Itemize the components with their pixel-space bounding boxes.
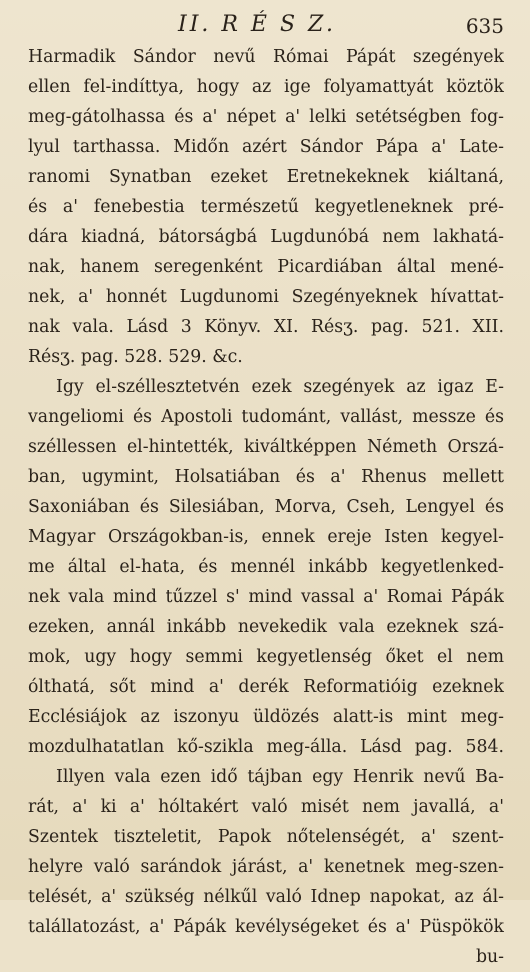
text-line: ólthatá, sőt mind a' derék Reformatióig ezeknek <box>28 677 504 697</box>
text-line: talállatozást, a' Pápák kevélységeket és a' Püspökök <box>28 917 504 937</box>
text-line: helyre való sarándok járást, a' kenetnek meg-szen- <box>28 857 504 877</box>
text-line: me által el-hata, és mennél inkább kegyetlenked- <box>28 557 504 577</box>
text-line: nek, a' honnét Lugdunomi Szegényeknek hívattat- <box>28 287 504 307</box>
text-line: ellen fel-indíttya, hogy az ige folyamattyát köztök <box>28 77 504 97</box>
running-head: II. R É S Z. <box>178 12 336 37</box>
text-line: ezeken, annál inkább nevekedik vala ezeknek szá- <box>28 617 504 637</box>
text-line: Harmadik Sándor nevű Római Pápát szegények <box>28 47 504 67</box>
text-line: Magyar Országokban-is, ennek ereje Isten kegyel- <box>28 527 504 547</box>
text-line: telését, a' szükség nélkűl való Idnep napokat, az ál- <box>28 887 504 907</box>
text-line: ban, ugymint, Holsatiában és a' Rhenus mellett <box>28 467 504 487</box>
text-line: széllessen el-hintették, kiváltképpen Németh Orszá- <box>28 437 504 457</box>
text-line: rát, a' ki a' hóltakért való misét nem javallá, a' <box>28 797 504 817</box>
text-line: ranomi Synatban ezeket Eretnekeknek kiáltaná, <box>28 167 504 187</box>
text-line: vangeliomi és Apostoli tudománt, vallást, messze és <box>28 407 504 427</box>
text-line: lyul tarthassa. Midőn azért Sándor Pápa a' Late- <box>28 137 504 157</box>
catchword: bu- <box>475 947 504 967</box>
paragraph-start-line: Igy el-széllesztetvén ezek szegények az igaz E- <box>56 377 504 397</box>
text-line: nak, hanem seregenként Picardiában által mené- <box>28 257 504 277</box>
paragraph-start-line: Illyen vala ezen idő tájban egy Henrik nevű Ba- <box>56 767 504 787</box>
text-line: Ecclésiájok az iszonyu üldözés alatt-is mint meg- <box>28 707 504 727</box>
text-line: nak vala. Lásd 3 Könyv. XI. Résʒ. pag. 521. XII. <box>28 317 504 337</box>
text-line: nek vala mind tűzzel s' mind vassal a' Romai Pápák <box>28 587 504 607</box>
text-line: Saxoniában és Silesiában, Morva, Cseh, Lengyel és <box>28 497 504 517</box>
body-text <box>28 42 504 972</box>
text-line: és a' fenebestia természetű kegyetleneknek pré- <box>28 197 504 217</box>
text-line: mozdulhatatlan kő-szikla meg-álla. Lásd pag. 584. <box>28 737 504 757</box>
text-line: meg-gátolhassa és a' népet a' lelki setétségben fog- <box>28 107 504 127</box>
text-line: Szentek tiszteletit, Papok nőtelenségét, a' szent- <box>28 827 504 847</box>
text-line: mok, ugy hogy semmi kegyetlenség őket el nem <box>28 647 504 667</box>
page-header <box>0 12 530 42</box>
text-line: dára kiadná, bátorságbá Lugdunóbá nem lakhatá- <box>28 227 504 247</box>
text-line: Résʒ. pag. 528. 529. &c. <box>28 347 243 367</box>
page-number: 635 <box>465 14 504 38</box>
